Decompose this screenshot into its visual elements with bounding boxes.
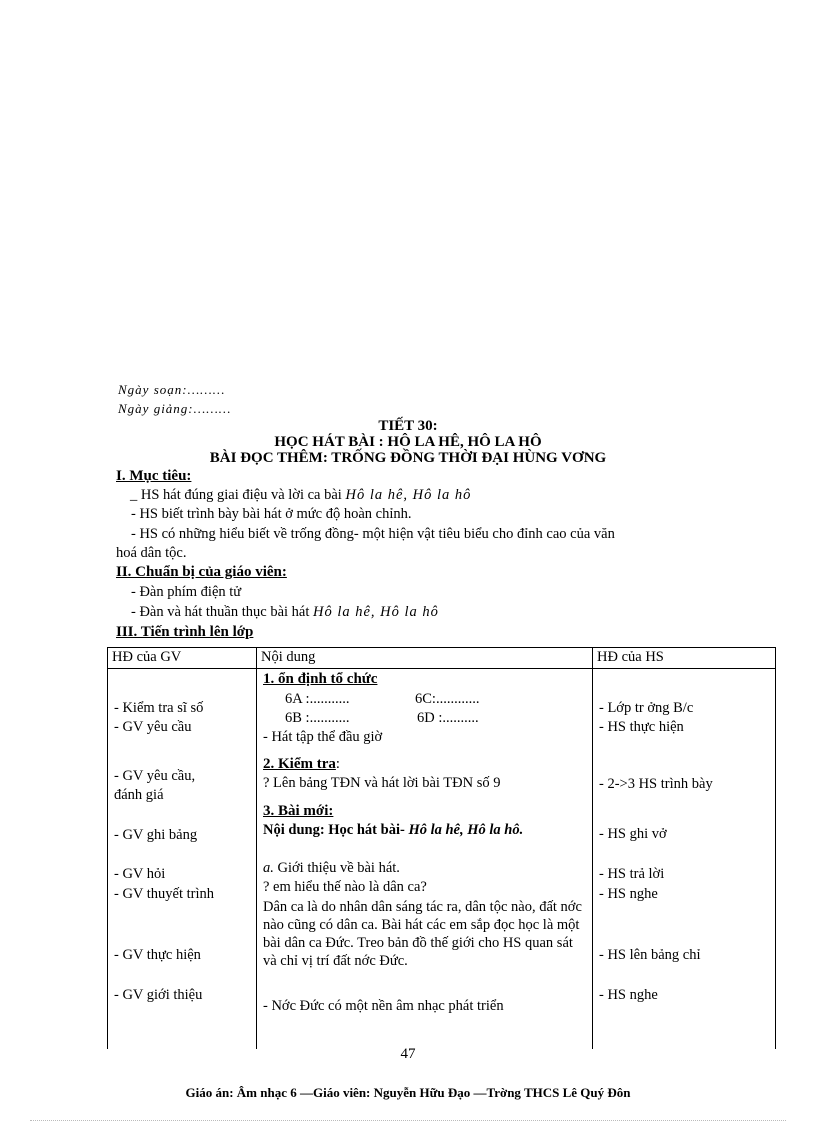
header-content: Nội dung <box>257 648 593 669</box>
header-gv: HĐ của GV <box>108 648 257 669</box>
objective-1-text: HS hát đúng giai điệu và lời ca bài <box>140 487 346 503</box>
check-question: ? Lên bảng TĐN và hát lời bài TĐN số 9 <box>263 775 501 791</box>
table-body-row <box>108 669 776 1050</box>
folk-question: ? em hiểu thế nào là dân ca? <box>263 879 427 895</box>
gv-item: - GV thực hiện <box>114 947 201 963</box>
content-heading-2 <box>263 755 340 773</box>
sing-together: - Hát tập thể đầu giờ <box>263 729 383 745</box>
objective-3-line-2: hoá dân tộc. <box>116 545 187 561</box>
lesson-content-label: Nội dung: Học hát bài- <box>263 822 409 838</box>
objective-3-line-1: - HS có những hiểu biết về trống đồng- một hiện vật tiêu biểu cho đỉnh cao của văn <box>131 526 615 542</box>
prep-item-2-text: - Đàn và hát thuần thục bài hát <box>131 604 313 620</box>
prep-item-2-song: Hô la hê, Hô la hô <box>313 604 439 620</box>
date-prepared: Ngày soạn:……… <box>118 382 226 397</box>
hs-item: - HS trả lời <box>599 866 665 882</box>
prep-item-2 <box>131 603 439 621</box>
page-footer: Giáo án: Âm nhạc 6 —Giáo viên: Nguyễn Hữu Đạo —Trờng THCS Lê Quý Đôn <box>185 1085 631 1100</box>
gv-item: - GV ghi bảng <box>114 827 198 843</box>
content-heading-2-text: 2. Kiểm tra <box>263 756 336 772</box>
objective-1 <box>130 486 471 504</box>
gv-item: - GV yêu cầu, <box>114 768 196 784</box>
class-6b: 6B :........... <box>285 710 350 726</box>
bottom-divider <box>30 1120 786 1121</box>
lesson-title: TIẾT 30: <box>378 418 438 434</box>
lesson-content-song: Hô la hê, Hô la hô. <box>408 822 524 838</box>
hs-item: - HS nghe <box>599 886 658 902</box>
gv-item: - GV yêu cầu <box>114 719 192 735</box>
folk-paragraph: Dân ca là do nhân dân sáng tác ra, dân tộc nào, đất nớc nào cũng có dân ca. Bài hát các em sắp đọc học là một bài dân ca Đức. Treo bản đồ thế giới cho HS quan sát và chỉ vị trí đất nớc Đức. <box>263 899 582 969</box>
reading-title: BÀI ĐỌC THÊM: TRỐNG ĐỒNG THỜI ĐẠI HÙNG VƠNG <box>209 450 607 466</box>
hs-item: - HS ghi vở <box>599 826 667 842</box>
intro-line <box>263 859 400 877</box>
objective-1-song: Hô la hê, Hô la hô <box>345 487 472 503</box>
class-6d: 6D :.......... <box>417 710 479 726</box>
prep-item-1: - Đàn phím điện tử <box>131 584 242 600</box>
gv-column <box>108 669 257 1050</box>
intro-text: Giới thiệu về bài hát. <box>273 860 400 876</box>
section-1-heading: I. Mục tiêu: <box>116 468 192 484</box>
content-heading-2-colon: : <box>335 756 340 772</box>
hs-item: - HS nghe <box>599 987 658 1003</box>
gv-item: - GV thuyết trình <box>114 886 215 902</box>
intro-label: a. <box>263 860 274 876</box>
song-title: HỌC HÁT BÀI : HÔ LA HÊ, HÔ LA HÔ <box>274 434 542 450</box>
lesson-plan-table <box>107 647 776 1049</box>
bullet-dash: _ <box>130 487 141 503</box>
hs-item: - 2->3 HS trình bày <box>599 776 713 792</box>
lesson-content-line <box>263 821 585 839</box>
gv-item: - GV hỏi <box>114 866 166 882</box>
content-heading-1: 1. ổn định tổ chức <box>263 671 378 687</box>
gv-item: - Kiểm tra sĩ số <box>114 700 204 716</box>
section-2-heading: II. Chuẩn bị của giáo viên: <box>116 564 287 580</box>
class-6c: 6C:............ <box>415 691 480 707</box>
hs-item: - HS lên bảng chỉ <box>599 947 701 963</box>
objective-2: - HS biết trình bày bài hát ở mức độ hoàn chỉnh. <box>131 506 412 522</box>
hs-item: - Lớp tr ởng B/c <box>599 700 694 716</box>
class-6a: 6A :........... <box>285 691 350 707</box>
gv-item: - GV giới thiệu <box>114 987 203 1003</box>
section-3-heading: III. Tiến trình lên lớp <box>116 624 254 640</box>
content-column <box>257 669 593 1050</box>
header-hs: HĐ của HS <box>593 648 776 669</box>
germany-line: - Nớc Đức có một nền âm nhạc phát triển <box>263 998 504 1014</box>
content-heading-3: 3. Bài mới: <box>263 803 334 819</box>
gv-item: đánh giá <box>114 787 164 803</box>
hs-column <box>593 669 776 1050</box>
hs-item: - HS thực hiện <box>599 719 684 735</box>
table-header-row <box>108 648 776 669</box>
date-taught: Ngày giảng:……… <box>118 401 232 416</box>
page-number: 47 <box>400 1046 416 1062</box>
